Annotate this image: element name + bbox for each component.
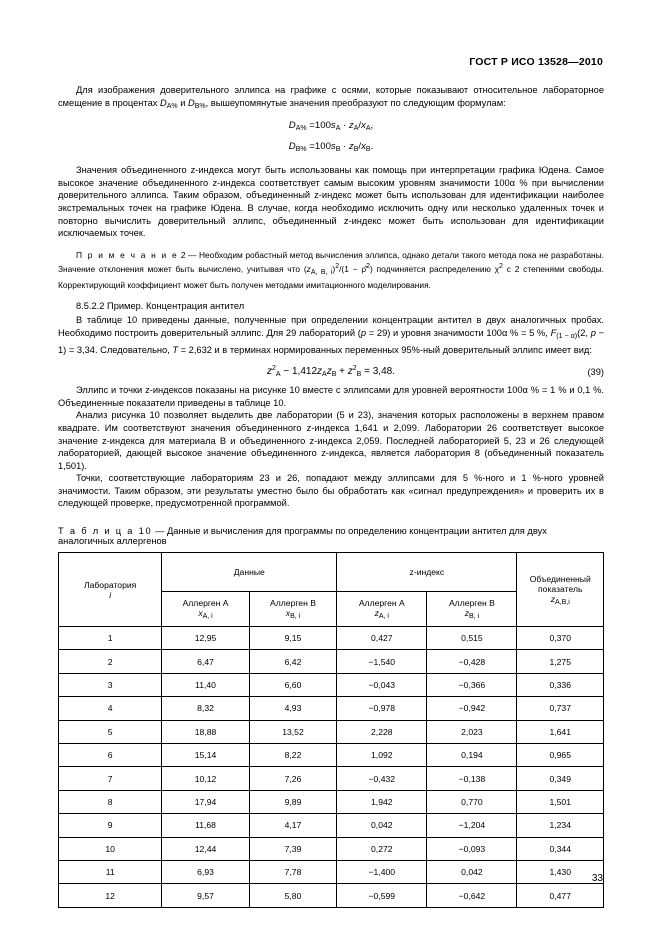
cell-xb: 9,15: [249, 627, 336, 650]
table-row: [59, 673, 604, 696]
cell-lab: 9: [59, 814, 162, 837]
paragraph-6: Точки, соответствующие лабораториям 23 и 26, попадают между эллипсами для 5 %-ного и 1 %-ного уровней значимости. Таким образом, эти результаты уместно было бы обработать как «сигнал предупреждения» и проверить их в следующей проверке, предусмотренной программой.: [58, 473, 604, 509]
cell-za: 0,427: [337, 627, 427, 650]
header-group-zindex: z-индекс: [337, 553, 517, 592]
table-row: [59, 814, 604, 837]
cell-xa: 9,57: [162, 884, 249, 907]
cell-xa: 6,93: [162, 860, 249, 883]
antibody-data-table: [58, 552, 604, 908]
page-header: ГОСТ Р ИСО 13528—2010: [469, 56, 603, 68]
cell-za: 1,942: [337, 790, 427, 813]
cell-zb: −0,093: [427, 837, 517, 860]
cell-xb: 7,78: [249, 860, 336, 883]
cell-xb: 8,22: [249, 744, 336, 767]
cell-zb: −0,138: [427, 767, 517, 790]
cell-xb: 7,26: [249, 767, 336, 790]
header-allergen-a-data: [162, 592, 249, 627]
header-allergen-b-sym: x: [285, 608, 291, 619]
cell-lab: 10: [59, 837, 162, 860]
symbol-dA: D: [159, 97, 167, 108]
header-allergen-a-title: Аллерген А: [182, 598, 229, 609]
table-row: [59, 697, 604, 720]
clause-title: 8.5.2.2 Пример. Концентрация антител: [76, 301, 245, 312]
formula-39: $z^2_A - 1,412z_Az_B + z^2_B = 3,48$.: [267, 365, 395, 379]
cell-zb: 2,023: [427, 720, 517, 743]
cell-xb: 7,39: [249, 837, 336, 860]
cell-za: 0,272: [337, 837, 427, 860]
cell-za: −0,432: [337, 767, 427, 790]
cell-zab: 0,965: [517, 744, 604, 767]
cell-lab: 8: [59, 790, 162, 813]
table-caption-text: — Данные и вычисления для программы по определению концентрации антител для двух аналогичных аллергенов: [58, 526, 547, 547]
cell-lab: 2: [59, 650, 162, 673]
paragraph-1-and: и: [177, 97, 188, 108]
header-combined-title: Объединенный показатель: [529, 573, 591, 594]
cell-za: 1,092: [337, 744, 427, 767]
cell-zb: −0,428: [427, 650, 517, 673]
cell-zab: 0,370: [517, 627, 604, 650]
table-row: [59, 837, 604, 860]
cell-za: −1,400: [337, 860, 427, 883]
header-combined-sym: z: [550, 593, 555, 604]
table-row: [59, 627, 604, 650]
cell-zab: 1,501: [517, 790, 604, 813]
cell-zb: −0,366: [427, 673, 517, 696]
symbol-dB-sub: B%: [194, 102, 206, 110]
cell-zab: 1,234: [517, 814, 604, 837]
cell-xa: 11,40: [162, 673, 249, 696]
cell-xa: 8,32: [162, 697, 249, 720]
cell-zb: −1,204: [427, 814, 517, 837]
symbol-dA-sub: A%: [166, 102, 178, 110]
cell-zab: 0,349: [517, 767, 604, 790]
header-group-data: Данные: [162, 553, 337, 592]
cell-zab: 1,430: [517, 860, 604, 883]
header-allergen-b-title: Аллерген В: [270, 598, 316, 609]
cell-xb: 4,17: [249, 814, 336, 837]
header-allergen-a-z: [337, 592, 427, 627]
cell-zab: 1,641: [517, 720, 604, 743]
cell-zab: 0,336: [517, 673, 604, 696]
cell-zb: 0,194: [427, 744, 517, 767]
paragraph-1-text-b: , вышеупомянутые значения преобразуют по следующим формулам:: [205, 97, 506, 108]
formula-dA: $D_{A\%} =100s_A \cdot z_A/x_A$,: [288, 120, 374, 133]
cell-xa: 11,68: [162, 814, 249, 837]
cell-xa: 12,95: [162, 627, 249, 650]
paragraph-1: [58, 84, 604, 113]
table-header-row-1: [59, 553, 604, 592]
header-group-combined: [517, 553, 604, 627]
paragraph-5: Анализ рисунка 10 позволяет выделить две лаборатории (5 и 23), значения которых расположены в верхнем правом квадрате. Им соответствуют значения объединенного z-индекса 1,641 и 2,099. Лаборатории 26 соответствует высокое значение z-индекса для материала В и объединенного z-индекса 2,059. Последней лабораторией 5, 23 и 26 следующей лабораторией, дающей высокое значение объединенного z-индекса, является лаборатория 8 (объединенный показатель 1,501).: [58, 410, 604, 471]
cell-za: −0,978: [337, 697, 427, 720]
table-row: [59, 790, 604, 813]
paragraph-4: Эллипс и точки z-индексов показаны на рисунке 10 вместе с эллипсами для уровней вероятности 100α % = 1 % и 0,1 %. Объединенные показатели приведены в таблице 10.: [58, 385, 604, 408]
cell-lab: 3: [59, 673, 162, 696]
cell-xa: 10,12: [162, 767, 249, 790]
cell-za: −0,599: [337, 884, 427, 907]
cell-xb: 9,89: [249, 790, 336, 813]
table-row: [59, 860, 604, 883]
cell-zab: 1,275: [517, 650, 604, 673]
page-content: [58, 84, 604, 908]
cell-xb: 6,60: [249, 673, 336, 696]
cell-za: 0,042: [337, 814, 427, 837]
table-row: [59, 884, 604, 907]
cell-xb: 4,93: [249, 697, 336, 720]
cell-xb: 13,52: [249, 720, 336, 743]
formula-dB: $D_{B\%} =100s_B \cdot z_B/x_B$.: [288, 141, 374, 154]
header-allergen-b-sub: B, i: [290, 613, 301, 621]
header-lab: [59, 553, 162, 627]
cell-lab: 7: [59, 767, 162, 790]
cell-xa: 15,14: [162, 744, 249, 767]
cell-za: −1,540: [337, 650, 427, 673]
header-allergen-a-sym: x: [198, 608, 203, 619]
cell-za: −0,043: [337, 673, 427, 696]
header-allergen-b-data: [249, 592, 336, 627]
table-row: [59, 720, 604, 743]
table-row: [59, 650, 604, 673]
cell-lab: 5: [59, 720, 162, 743]
cell-zab: 0,344: [517, 837, 604, 860]
cell-za: 2,228: [337, 720, 427, 743]
cell-zb: 0,042: [427, 860, 517, 883]
note-2: П р и м е ч а н и е 2 — Необходим робастный метод вычисления эллипса, однако детали такого метода пока не разработаны. Значение отклонения может быть вычислено, учитывая что $(z_{A, B, i})^2/(1$ − ρ̂$^2$) подчиняется распределению $\chi^2$ с 2 степенями свободы. Корректирующий коэффициент может быть получен методами имитационного моделирования.: [58, 249, 604, 291]
cell-zb: 0,515: [427, 627, 517, 650]
header-allergen-b-z-title: Аллерген В: [448, 598, 495, 609]
header-allergen-a-sub: A, i: [202, 613, 213, 621]
formula-39-number: (39): [587, 367, 604, 378]
header-allergen-b-z-sub: B, i: [469, 613, 480, 621]
header-combined-sub: A,B,i: [554, 598, 570, 606]
header-allergen-b-z-sym: z: [464, 608, 469, 619]
cell-zab: 0,737: [517, 697, 604, 720]
symbol-dB: D: [187, 97, 195, 108]
cell-xa: 6,47: [162, 650, 249, 673]
cell-zb: −0,642: [427, 884, 517, 907]
cell-zb: 0,770: [427, 790, 517, 813]
cell-lab: 4: [59, 697, 162, 720]
header-allergen-a-z-sub: A, i: [378, 613, 389, 621]
cell-lab: 6: [59, 744, 162, 767]
header-lab-title: Лаборатория: [83, 579, 137, 590]
cell-lab: 12: [59, 884, 162, 907]
header-allergen-a-z-title: Аллерген А: [358, 598, 405, 609]
table-caption-label: Т а б л и ц а 10: [58, 526, 153, 537]
header-lab-sub: i: [109, 589, 112, 600]
cell-xb: 5,80: [249, 884, 336, 907]
cell-xa: 17,94: [162, 790, 249, 813]
header-allergen-a-z-sym: z: [374, 608, 379, 619]
cell-xa: 18,88: [162, 720, 249, 743]
table-row: [59, 767, 604, 790]
cell-lab: 1: [59, 627, 162, 650]
table-caption: [58, 526, 604, 546]
paragraph-2: Значения объединенного z-индекса могут быть использованы как помощь при интерпретации графика Юдена. Самое высокое значение объединенного z-индекса соответствует самым высоким уровням значимости 100α % при вычислении доверительного эллипса. Таким образом, объединенный z-индекс может быть использован для идентификации наиболее экстремальных точек на графике Юдена. В случае, когда необходимо исключить одну или несколько удаленных точек и повторно вычислить доверительный эллипс, объединенный z-индекс может быть использован для идентификации исключаемых точек.: [58, 165, 604, 239]
cell-zab: 0,477: [517, 884, 604, 907]
paragraph-1-text-a: Для изображения доверительного эллипса на графике с осями, которые показывают относительное лабораторное смещение в процентах: [58, 85, 604, 108]
cell-lab: 11: [59, 860, 162, 883]
header-allergen-b-z: [427, 592, 517, 627]
cell-xb: 6,42: [249, 650, 336, 673]
cell-zb: −0,942: [427, 697, 517, 720]
paragraph-3: В таблице 10 приведены данные, полученные при определении концентрации антител в двух аналогичных пробах. Необходимо построить доверительный эллипс. Для 29 лабораторий (р = 29) и уровня значимости 100α % = 5 %, $F_{(1 - \alpha)}(2$, р − 1) = 3,34. Следовательно, T = 2,632 и в терминах нормированных переменных 95%-ный доверительный эллипс имеет вид:: [58, 315, 604, 355]
formula-39-row: [58, 365, 604, 378]
cell-xa: 12,44: [162, 837, 249, 860]
table-row: [59, 744, 604, 767]
page-number: 33: [591, 873, 603, 884]
